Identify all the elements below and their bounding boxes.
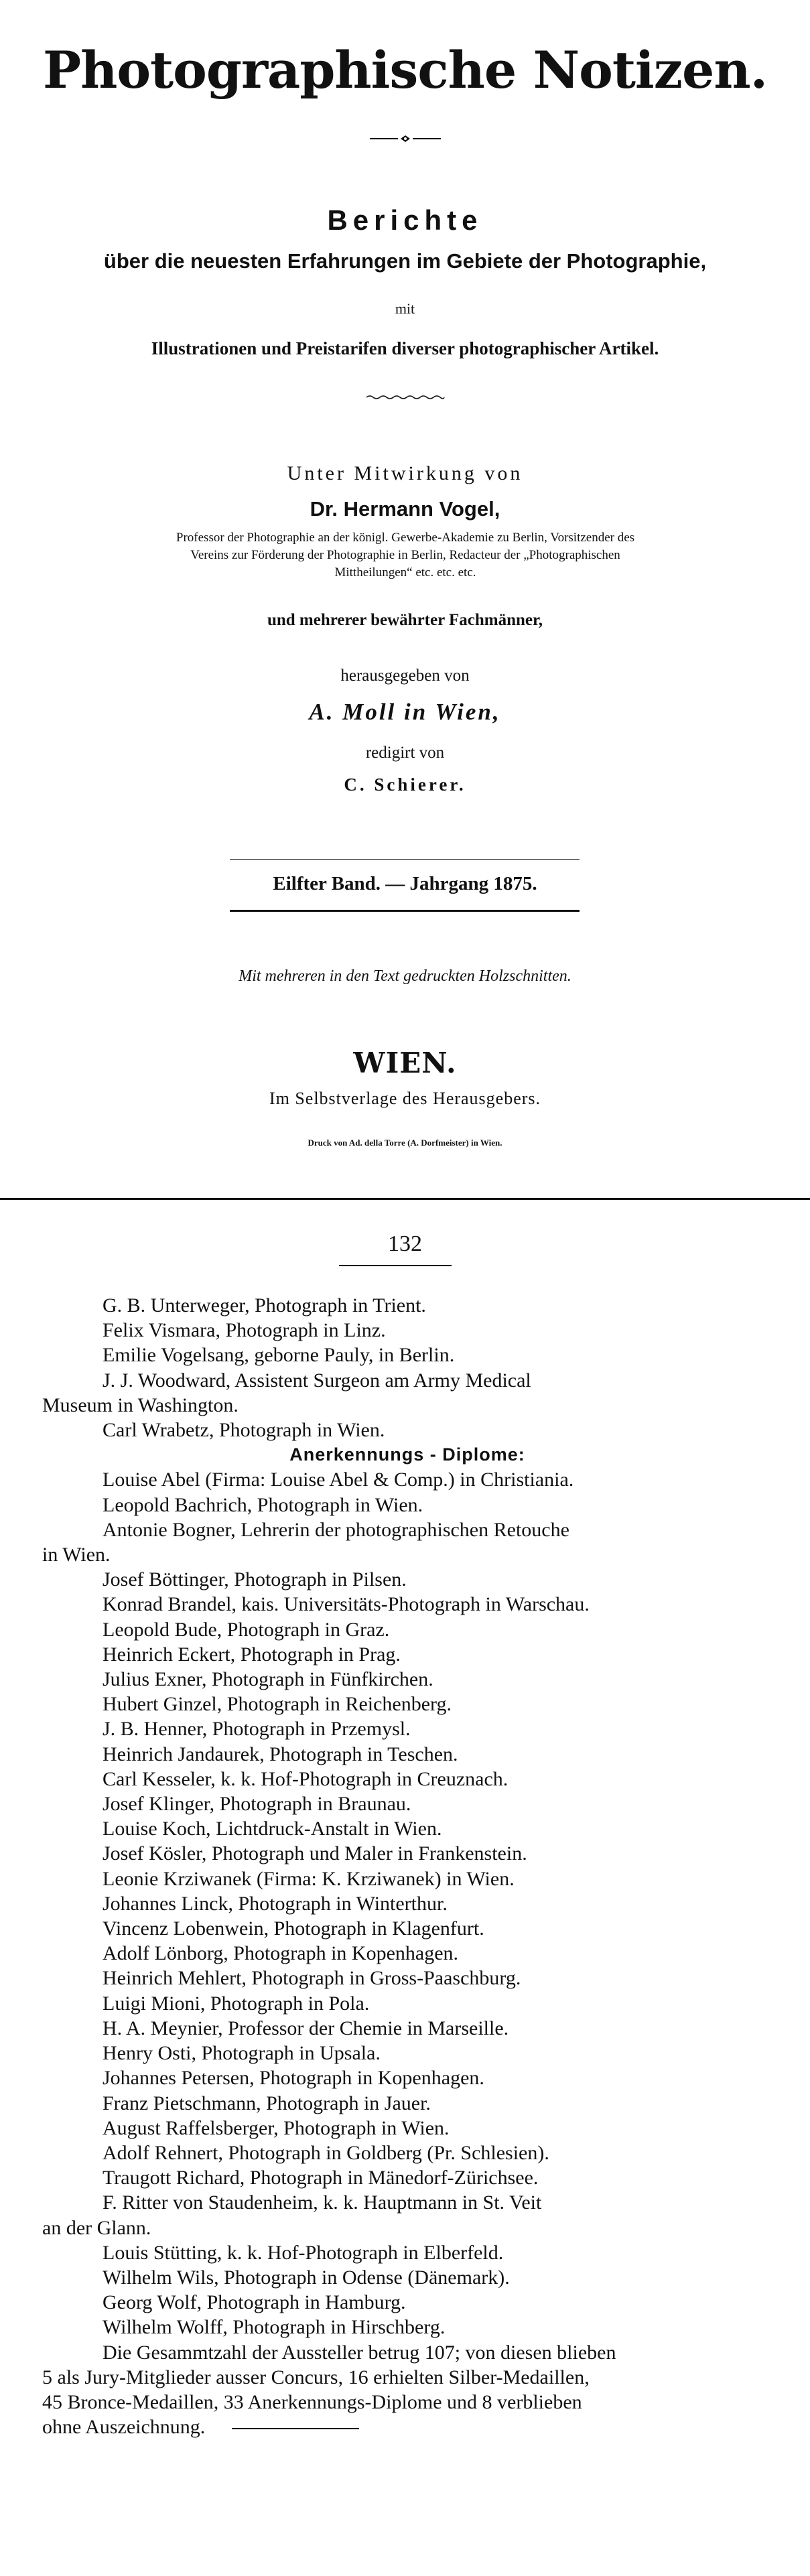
woodward-line-2: Museum in Washington. bbox=[42, 1394, 239, 1416]
editor-name: Dr. Hermann Vogel, bbox=[310, 497, 500, 521]
editor-credentials bbox=[74, 529, 737, 582]
main-title: Photographische Notizen. bbox=[42, 40, 768, 100]
list-item: Felix Vismara, Photograph in Linz. bbox=[103, 1319, 386, 1342]
woodward-line-1: J. J. Woodward, Assistent Surgeon am Army Medical bbox=[103, 1369, 531, 1392]
list-item: Heinrich Mehlert, Photograph in Gross-Paaschburg. bbox=[103, 1967, 521, 1990]
ritter-line-2: an der Glann. bbox=[42, 2216, 151, 2239]
list-item: G. B. Unterweger, Photograph in Trient. bbox=[103, 1294, 426, 1316]
woodcuts-text: Mit mehreren in den Text gedruckten Holzschnitten. bbox=[239, 967, 571, 985]
list-item: Adolf Rehnert, Photograph in Goldberg (Pr. Schlesien). bbox=[103, 2141, 549, 2164]
list-item: Konrad Brandel, kais. Universitäts-Photograph in Warschau. bbox=[103, 1593, 590, 1616]
list-item: Carl Wrabetz, Photograph in Wien. bbox=[103, 1419, 385, 1442]
summary-line-2: 5 als Jury-Mitglieder ausser Concurs, 16 erhielten Silber-Medaillen, bbox=[42, 2366, 590, 2388]
city-name: WIEN. bbox=[353, 1046, 457, 1079]
list-item: Johannes Petersen, Photograph in Kopenhagen. bbox=[103, 2067, 484, 2090]
redigirt-text: redigirt von bbox=[365, 744, 445, 762]
page-number-rule bbox=[339, 1265, 452, 1266]
bogner-line-1: Antonie Bogner, Lehrerin der photographischen Retouche bbox=[103, 1518, 569, 1541]
title-page bbox=[0, 0, 810, 1199]
volume-text: Eilfter Band. — Jahrgang 1875. bbox=[273, 873, 537, 894]
list-item: Hubert Ginzel, Photograph in Reichenberg. bbox=[103, 1693, 452, 1716]
ornament-icon bbox=[368, 134, 442, 143]
list-item: Leopold Bachrich, Photograph in Wien. bbox=[103, 1493, 423, 1516]
list-item: Louise Abel (Firma: Louise Abel & Comp.) in Christiania. bbox=[103, 1469, 574, 1491]
list-item: Heinrich Eckert, Photograph in Prag. bbox=[103, 1643, 401, 1666]
list-item: Heinrich Jandaurek, Photograph in Teschen. bbox=[103, 1743, 458, 1765]
wavy-divider bbox=[0, 392, 810, 404]
credentials-line-1: Professor der Photographie an der königl. Gewerbe-Akademie zu Berlin, Vorsitzender des bbox=[176, 531, 635, 545]
list-item: Leopold Bude, Photograph in Graz. bbox=[103, 1618, 390, 1641]
end-rule bbox=[232, 2428, 359, 2429]
list-item: J. B. Henner, Photograph in Przemysl. bbox=[103, 1718, 411, 1741]
fachmaenner-text: und mehrerer bewährter Fachmänner, bbox=[267, 611, 543, 629]
list-item: Louise Koch, Lichtdruck-Anstalt in Wien. bbox=[103, 1818, 442, 1840]
list-item: Emilie Vogelsang, geborne Pauly, in Berlin. bbox=[103, 1344, 455, 1367]
wavy-line-icon bbox=[365, 394, 446, 401]
list-item: Wilhelm Wolff, Photograph in Hirschberg. bbox=[103, 2316, 446, 2339]
mit-text: mit bbox=[395, 300, 415, 317]
list-item: Josef Klinger, Photograph in Braunau. bbox=[103, 1793, 411, 1816]
list-item: Louis Stütting, k. k. Hof-Photograph in Elberfeld. bbox=[103, 2241, 504, 2264]
list-item bbox=[42, 2190, 772, 2240]
subtitle: über die neuesten Erfahrungen im Gebiete der Photographie, bbox=[103, 249, 707, 273]
list-item: H. A. Meynier, Professor der Chemie in Marseille. bbox=[103, 2017, 509, 2039]
list-item: Georg Wolf, Photograph in Hamburg. bbox=[103, 2291, 406, 2314]
ornament-divider bbox=[0, 134, 810, 147]
list-item bbox=[42, 1517, 772, 1567]
content-page bbox=[0, 1199, 810, 2576]
list-item: Franz Pietschmann, Photograph in Jauer. bbox=[103, 2092, 431, 2114]
list-item: Julius Exner, Photograph in Fünfkirchen. bbox=[103, 1668, 433, 1691]
list-item: August Raffelsberger, Photograph in Wien. bbox=[103, 2116, 450, 2139]
list-item: Luigi Mioni, Photograph in Pola. bbox=[103, 1992, 370, 2015]
summary-line-3: 45 Bronce-Medaillen, 33 Anerkennungs-Diplome und 8 verblieben bbox=[42, 2390, 582, 2413]
page-number: 132 bbox=[388, 1231, 422, 1256]
volume-rule-top bbox=[230, 859, 580, 860]
summary-paragraph bbox=[42, 2340, 772, 2440]
list-item: Leonie Krziwanek (Firma: K. Krziwanek) in Wien. bbox=[103, 1867, 515, 1890]
summary-line-4: ohne Auszeichnung. bbox=[42, 2416, 206, 2439]
berichte-heading: Berichte bbox=[327, 204, 483, 236]
redactor-name: C. Schierer. bbox=[344, 774, 466, 795]
volume-rule-bottom bbox=[230, 910, 580, 912]
ritter-line-1: F. Ritter von Staudenheim, k. k. Hauptmann in St. Veit bbox=[103, 2191, 542, 2214]
credentials-line-3: Mittheilungen“ etc. etc. etc. bbox=[334, 565, 476, 580]
list-item: Carl Kesseler, k. k. Hof-Photograph in Creuznach. bbox=[103, 1767, 509, 1790]
herausgegeben-text: herausgegeben von bbox=[340, 667, 470, 685]
list-item: Wilhelm Wils, Photograph in Odense (Dänemark). bbox=[103, 2266, 510, 2289]
self-published-text: Im Selbstverlage des Herausgebers. bbox=[269, 1089, 541, 1108]
list-item: Vincenz Lobenwein, Photograph in Klagenfurt. bbox=[103, 1917, 484, 1940]
list-item: Josef Böttinger, Photograph in Pilsen. bbox=[103, 1568, 407, 1591]
list-item: Johannes Linck, Photograph in Winterthur. bbox=[103, 1892, 448, 1915]
summary-line-1: Die Gesammtzahl der Aussteller betrug 107; von diesen blieben bbox=[103, 2341, 616, 2364]
credentials-line-2: Vereins zur Förderung der Photographie in Berlin, Redacteur der „Photographischen bbox=[190, 548, 620, 562]
publisher-name: A. Moll in Wien, bbox=[309, 699, 501, 725]
list-item: Josef Kösler, Photograph und Maler in Frankenstein. bbox=[103, 1842, 527, 1865]
entry-list bbox=[42, 1293, 772, 2439]
list-item: Henry Osti, Photograph in Upsala. bbox=[103, 2042, 381, 2065]
diploma-heading: Anerkennungs - Diplome: bbox=[289, 1444, 525, 1465]
summary-line-4-wrap bbox=[42, 2415, 772, 2439]
list-item bbox=[42, 1368, 772, 1418]
bogner-line-2: in Wien. bbox=[42, 1544, 111, 1566]
mitwirkung-text: Unter Mitwirkung von bbox=[287, 462, 523, 484]
illustrations-line: Illustrationen und Preistarifen diverser photographischer Artikel. bbox=[151, 338, 659, 358]
list-item: Traugott Richard, Photograph in Mänedorf-Zürichsee. bbox=[103, 2167, 539, 2189]
list-item: Adolf Lönborg, Photograph in Kopenhagen. bbox=[103, 1942, 459, 1965]
printer-text: Druck von Ad. della Torre (A. Dorfmeister) in Wien. bbox=[308, 1138, 502, 1148]
